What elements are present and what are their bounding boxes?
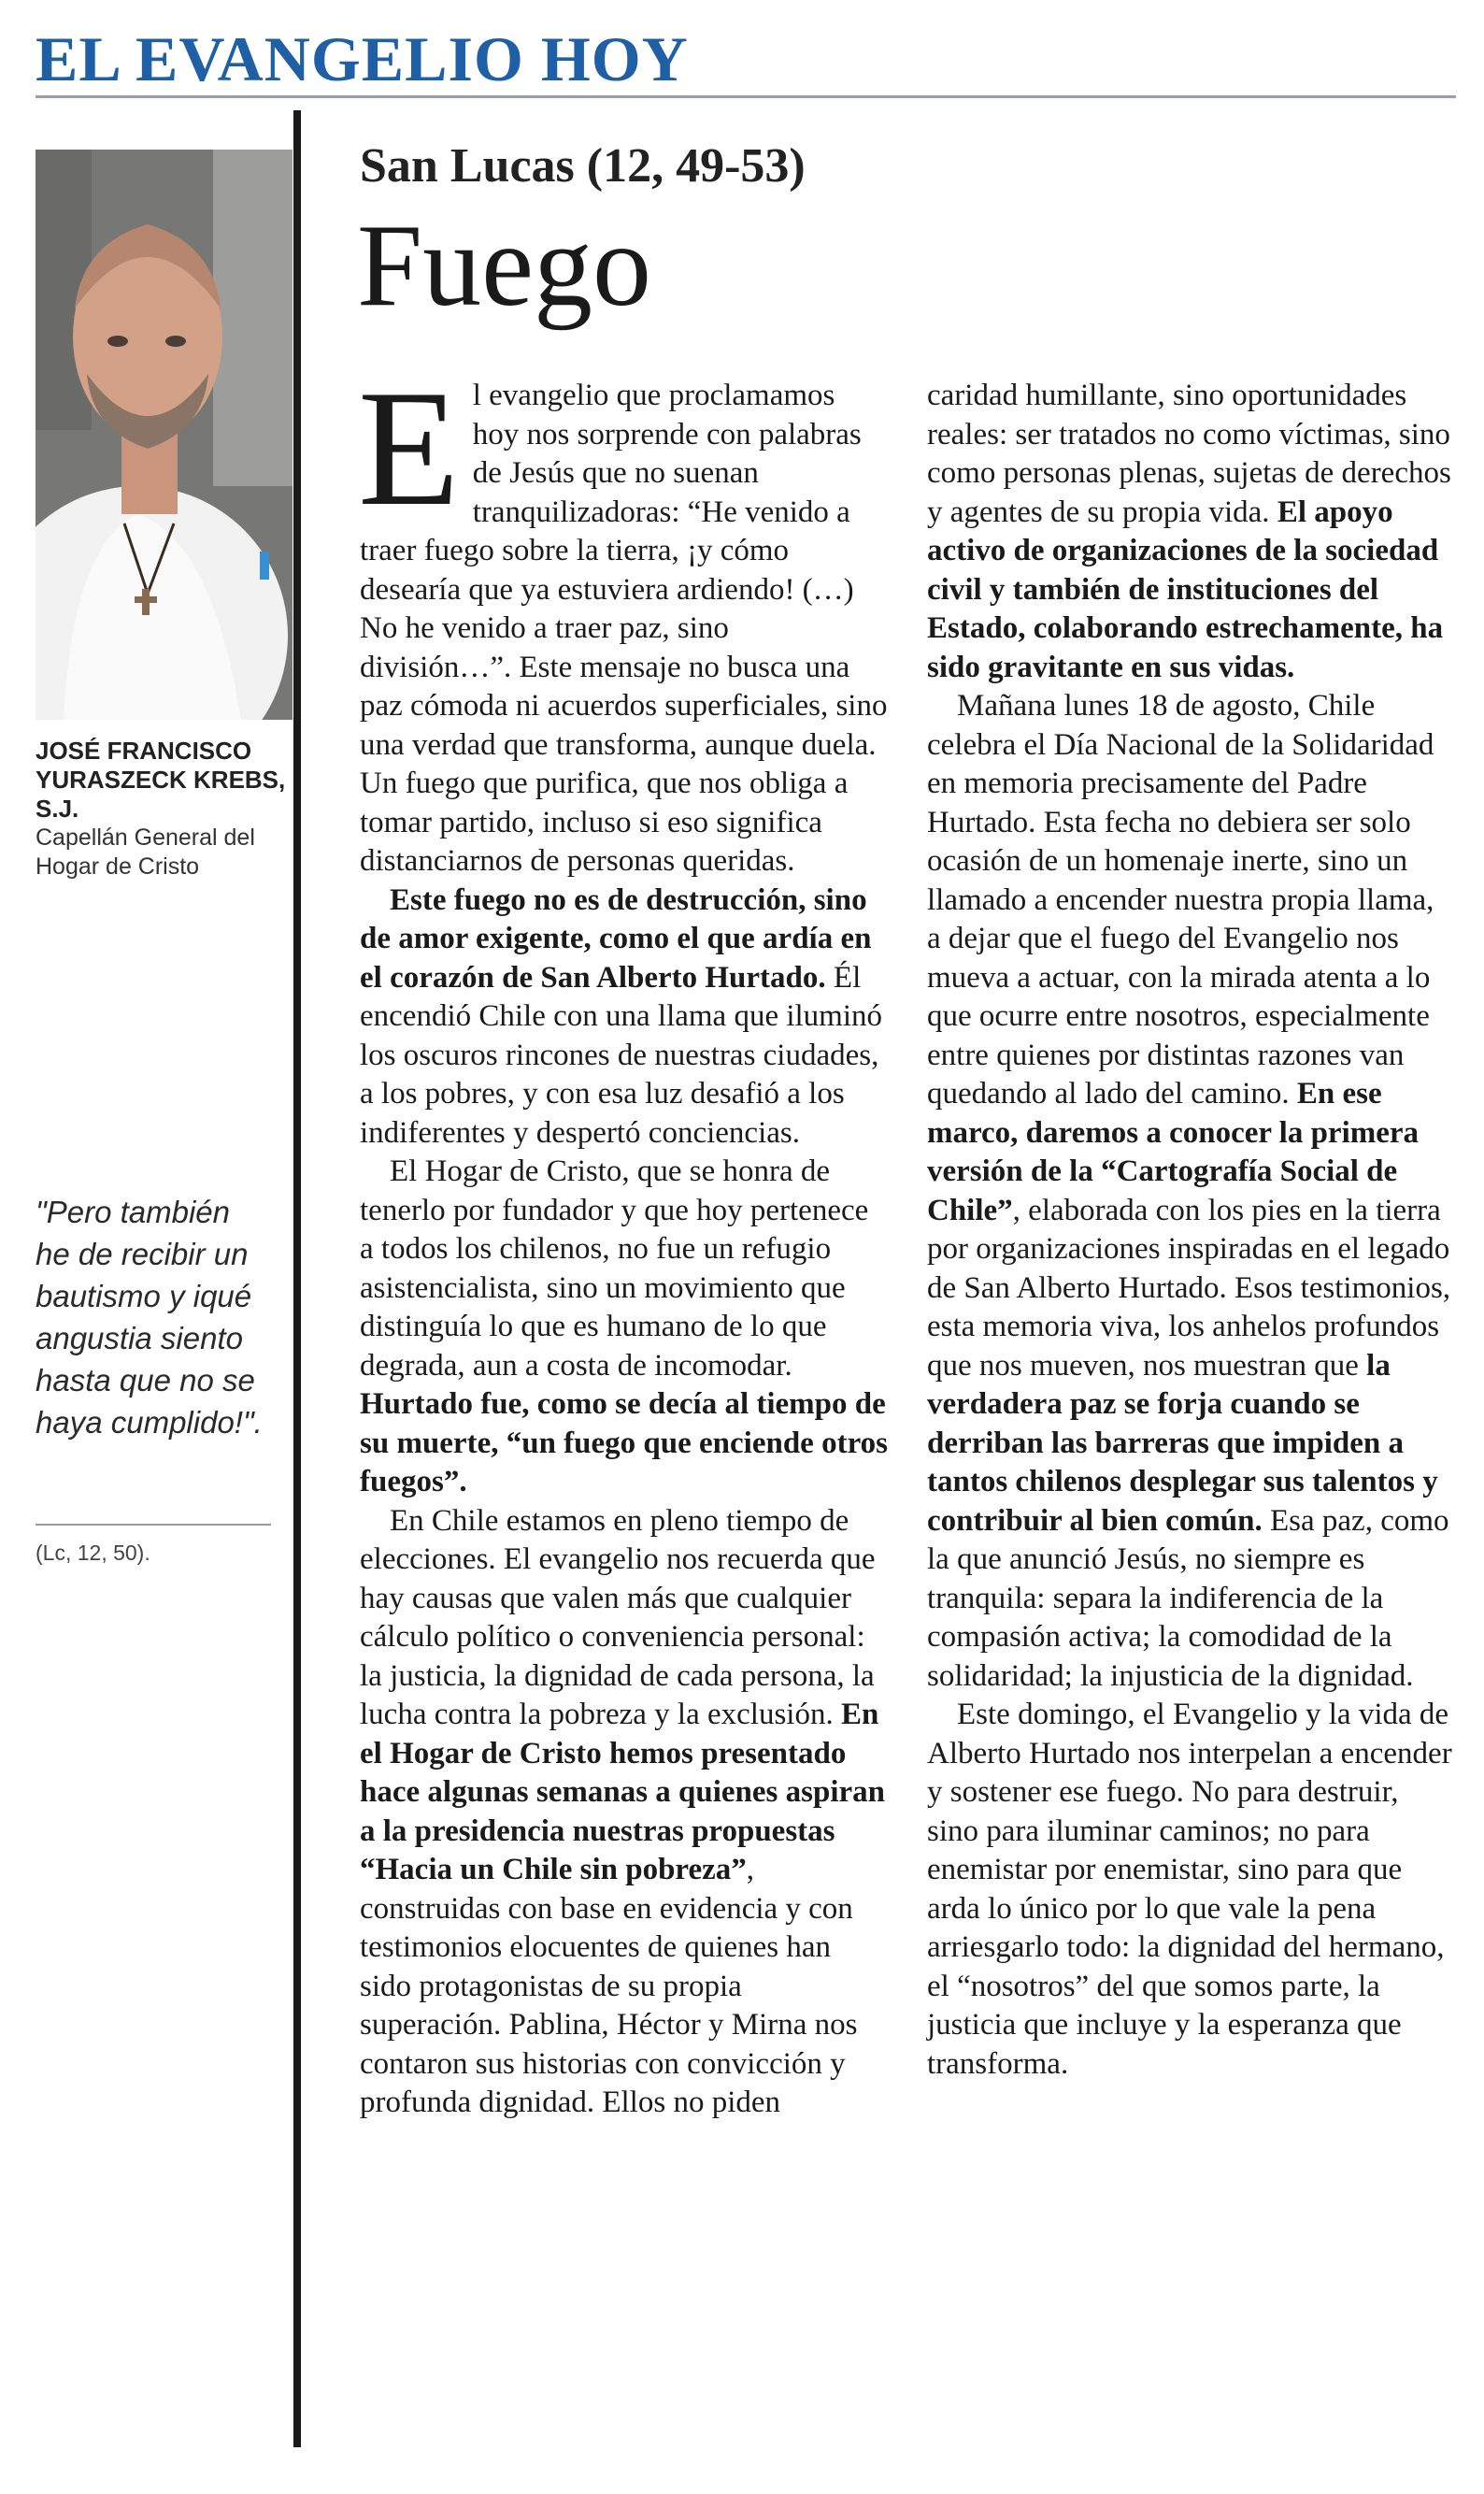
bold-text-run: El apoyo activo de organizaciones de la sociedad civil y también de instituciones del Estado, colaborando estrechamente, ha sido gravitante en sus vidas. xyxy=(927,494,1444,684)
article-paragraph xyxy=(360,882,888,1154)
text-run: caridad humillante, sino oportunidades reales: ser tratados no como víctimas, sino como personas plenas, sujetas de derechos y agentes de su propia vida. xyxy=(927,379,1451,529)
article-paragraph xyxy=(927,687,1455,1696)
author-portrait-image xyxy=(36,150,293,720)
text-run: l evangelio que proclamamos hoy nos sorprende con palabras de Jesús que no suenan tranquilizadoras: “He venido a traer fuego sobre la tierra, ¡y cómo desearía que ya estuviera ardiendo! (…) No he venido a traer paz, sino división…”. Este mensaje no busca una paz cómoda ni acuerdos superficiales, sino una verdad que transforma, aunque duela. Un fuego que purifica, que nos obliga a tomar partido, incluso si eso significa distanciarnos de personas queridas. xyxy=(360,379,888,878)
text-run: Mañana lunes 18 de agosto, Chile celebra el Día Nacional de la Solidaridad en memoria precisamente del Padre Hurtado. Esta fecha no debiera ser solo ocasión de un homenaje inerte, sino un llamado a encender nuestra propia llama, a dejar que el fuego del Evangelio nos mueva a actuar, con la mirada atenta a lo que ocurre entre nosotros, especialmente entre quienes por distintas razones van quedando al lado del camino. xyxy=(927,689,1434,1111)
drop-cap: E xyxy=(358,355,460,540)
article-paragraph xyxy=(360,1153,888,1502)
quote-divider xyxy=(36,1524,271,1526)
bold-text-run: Este fuego no es de destrucción, sino de amor exigente, como el que ardía en el corazón de San Alberto Hurtado. xyxy=(360,882,872,995)
article-column-1 xyxy=(358,355,888,2123)
text-run: Él encendió Chile con una llama que iluminó los oscuros rincones de nuestras ciudades, a los pobres, y con esa luz desafió a los indiferentes y despertó conciencias. xyxy=(360,960,883,1150)
text-run: El Hogar de Cristo, que se honra de tenerlo por fundador y que hoy pertenece a todos los chilenos, no fue un refugio asistencialista, sino un movimiento que distinguía lo que es humano de lo que degrada, aun a costa de incomodar. xyxy=(360,1154,869,1383)
text-run: , elaborada con los pies en la tierra por organizaciones inspiradas en el legado de San Alberto Hurtado. Esos testimonios, esta memoria viva, los anhelos profundos que nos mueven, nos muestran que xyxy=(927,1193,1451,1383)
author-photo xyxy=(36,150,293,720)
article-headline: Fuego xyxy=(357,201,651,331)
article-paragraph xyxy=(360,1502,888,2123)
bold-text-run: En ese marco, daremos a conocer la primera versión de la “Cartografía Social de Chile” xyxy=(927,1077,1420,1227)
text-run: , construidas con base en evidencia y con testimonios elocuentes de quienes han sido protagonistas de su propia superación. Pablina, Héctor y Mirna nos contaron sus historias con convicción y profunda dignidad. Ellos no piden xyxy=(360,1853,858,2119)
section-title: EL EVANGELIO HOY xyxy=(36,23,689,94)
pull-quote: "Pero también he de recibir un bautismo y iqué angustia siento hasta que no se haya cumplido!". xyxy=(36,1195,263,1440)
article-paragraph xyxy=(927,377,1455,687)
bold-text-run: Hurtado fue, como se decía al tiempo de su muerte, “un fuego que enciende otros fuegos”. xyxy=(360,1387,888,1498)
quote-citation: (Lc, 12, 50). xyxy=(36,1541,150,1565)
text-run: En Chile estamos en pleno tiempo de elecciones. El evangelio nos recuerda que hay causas que valen más que cualquier cálculo político o conveniencia personal: la justicia, la dignidad de cada persona, la lucha contra la pobreza y la exclusión. xyxy=(360,1503,876,1731)
author-role: Capellán General del Hogar de Cristo xyxy=(36,824,255,880)
text-run: Esa paz, como la que anunció Jesús, no siempre es tranquila: separa la indiferencia de la compasión activa; la comodidad de la solidaridad; la injusticia de la dignidad. xyxy=(927,1503,1449,1693)
bold-text-run: la verdadera paz se forja cuando se derriban las barreras que impiden a tantos chilenos desplegar sus talentos y contribuir al bien común. xyxy=(927,1348,1438,1538)
article-paragraph xyxy=(358,355,888,882)
column-divider xyxy=(293,110,301,2447)
author-name: JOSÉ FRANCISCO YURASZECK KREBS, S.J. xyxy=(36,737,286,823)
author-sidebar xyxy=(36,150,293,882)
text-run: Este domingo, el Evangelio y la vida de Alberto Hurtado nos interpelan a encender y sostener ese fuego. No para destruir, sino para iluminar caminos; no para enemistar por enemistar, sino para que arda lo único por lo que vale la pena arriesgarlo todo: la dignidad del hermano, el “nosotros” del que somos parte, la justicia que incluye y la esperanza que transforma. xyxy=(927,1698,1452,2081)
bold-text-run: En el Hogar de Cristo hemos presentado hace algunas semanas a quienes aspiran a la presidencia nuestras propuestas “Hacia un Chile sin pobreza” xyxy=(360,1698,886,1886)
gospel-reference: San Lucas (12, 49-53) xyxy=(360,139,806,193)
article-column-2 xyxy=(927,377,1455,2084)
section-header xyxy=(36,19,1456,98)
article-paragraph xyxy=(927,1696,1455,2084)
